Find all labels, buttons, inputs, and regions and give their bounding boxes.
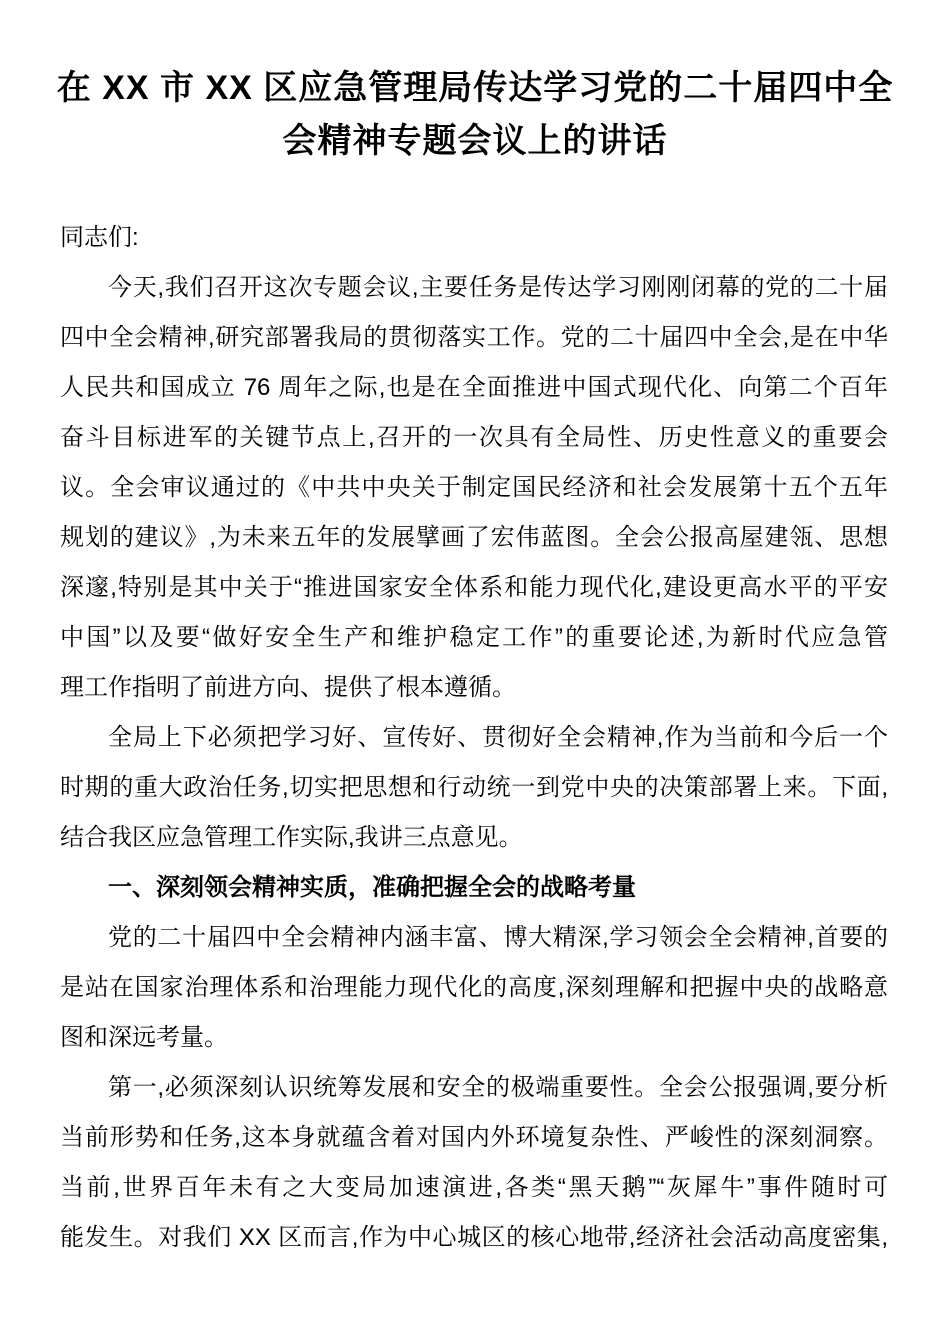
paragraph-line: 四中全会精神,研究部署我局的贯彻落实工作。党的二十届四中全会,是在中华 bbox=[60, 324, 888, 351]
paragraph-line: 当前形势和任务,这本身就蕴含着对国内外环境复杂性、严峻性的深刻洞察。 bbox=[60, 1124, 888, 1151]
document-body bbox=[0, 213, 950, 1263]
paragraph-line: 奋斗目标进军的关键节点上,召开的一次具有全局性、历史性意义的重要会 bbox=[60, 424, 888, 451]
paragraph-line: 深邃,特别是其中关于“推进国家安全体系和能力现代化,建设更高水平的平安 bbox=[60, 574, 888, 601]
paragraph-line: 结合我区应急管理工作实际,我讲三点意见。 bbox=[60, 824, 523, 851]
paragraph-line: 第一,必须深刻认识统筹发展和安全的极端重要性。全会公报强调,要分析 bbox=[108, 1074, 888, 1101]
paragraph-line: 议。全会审议通过的《中共中央关于制定国民经济和社会发展第十五个五年 bbox=[60, 474, 888, 501]
document-title bbox=[20, 62, 930, 168]
title-line: 会精神专题会议上的讲话 bbox=[282, 122, 668, 160]
paragraph-line: 规划的建议》,为未来五年的发展擘画了宏伟蓝图。全会公报高屋建瓴、思想 bbox=[60, 524, 888, 551]
title-line: 在 XX 市 XX 区应急管理局传达学习党的二十届四中全 bbox=[56, 69, 894, 107]
section-heading: 一、深刻领会精神实质，准确把握全会的战略考量 bbox=[108, 874, 636, 901]
paragraph-line: 能发生。对我们 XX 区而言,作为中心城区的核心地带,经济社会活动高度密集, bbox=[60, 1224, 888, 1251]
paragraph-line: 是站在国家治理体系和治理能力现代化的高度,深刻理解和把握中央的战略意 bbox=[60, 974, 888, 1001]
salutation-line: 同志们: bbox=[60, 224, 139, 251]
paragraph-line: 今天,我们召开这次专题会议,主要任务是传达学习刚刚闭幕的党的二十届 bbox=[108, 274, 888, 301]
paragraph-line: 人民共和国成立 76 周年之际,也是在全面推进中国式现代化、向第二个百年 bbox=[60, 374, 888, 401]
paragraph-line: 理工作指明了前进方向、提供了根本遵循。 bbox=[60, 674, 516, 701]
paragraph-line: 党的二十届四中全会精神内涵丰富、博大精深,学习领会全会精神,首要的 bbox=[108, 924, 888, 951]
paragraph-line: 图和深远考量。 bbox=[60, 1024, 228, 1051]
paragraph-line: 中国”以及要“做好安全生产和维护稳定工作”的重要论述,为新时代应急管 bbox=[60, 624, 888, 651]
paragraph-line: 时期的重大政治任务,切实把思想和行动统一到党中央的决策部署上来。下面, bbox=[60, 774, 888, 801]
paragraph-line: 当前,世界百年未有之大变局加速演进,各类“黑天鹅”“灰犀牛”事件随时可 bbox=[60, 1174, 888, 1201]
paragraph-line: 全局上下必须把学习好、宣传好、贯彻好全会精神,作为当前和今后一个 bbox=[108, 724, 888, 751]
